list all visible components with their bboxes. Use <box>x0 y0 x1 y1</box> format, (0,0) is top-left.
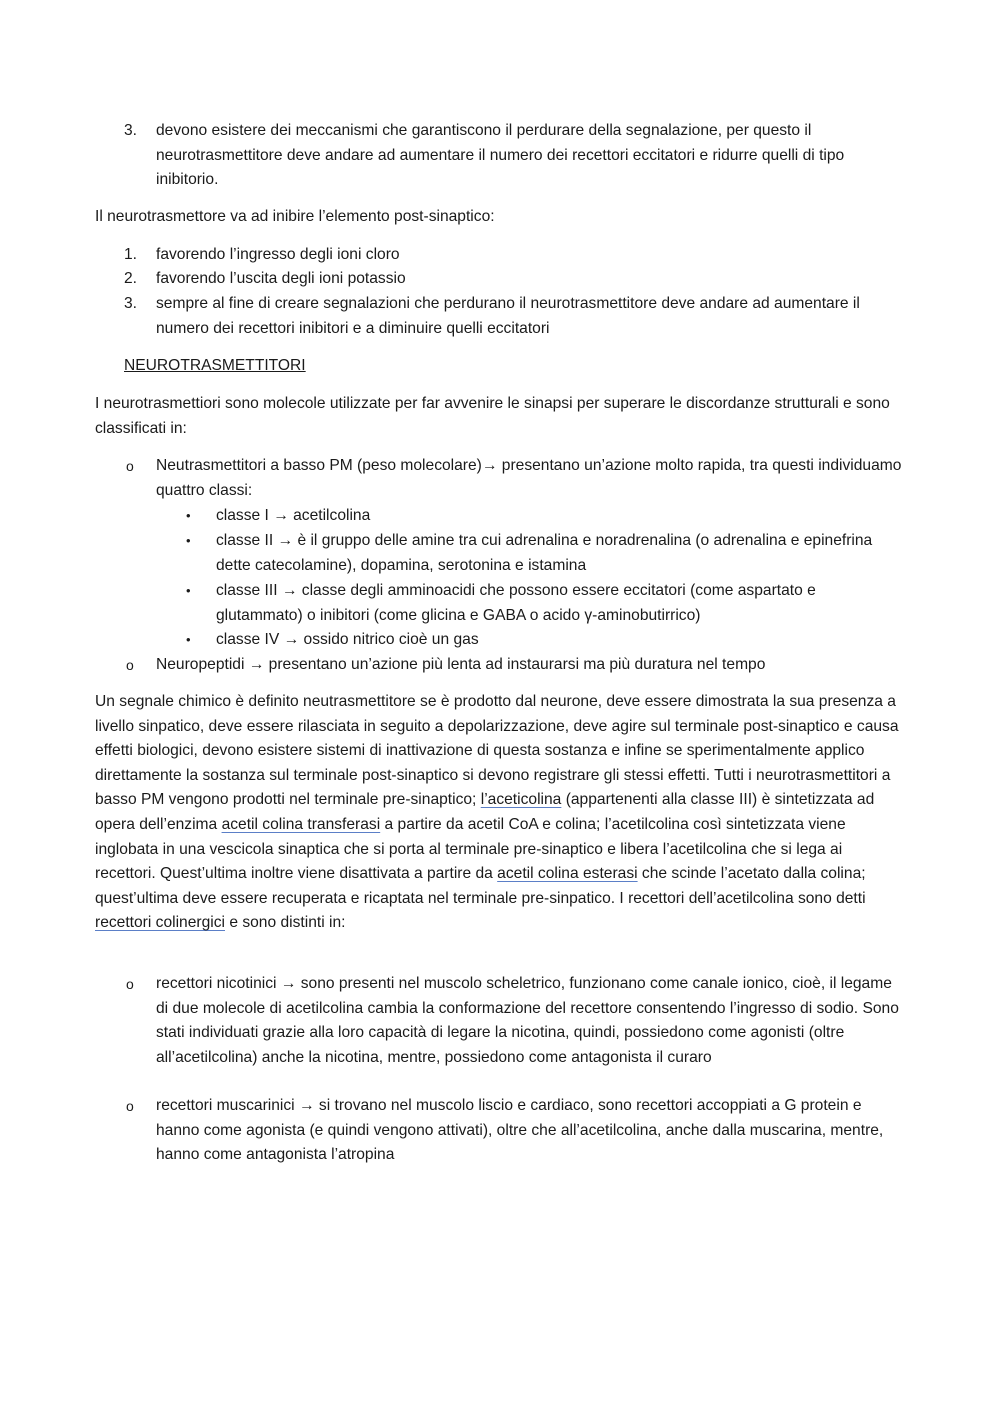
paragraph-main <box>95 690 905 936</box>
bullet-icon: • <box>186 632 191 647</box>
circle-bullet-icon: o <box>126 657 134 673</box>
underlined-term: l’aceticolina <box>480 791 562 809</box>
underlined-term: acetil colina esterasi <box>497 865 638 883</box>
list-item-text: recettori muscarinici → si trovano nel muscolo liscio e cardiaco, sono recettori accoppiati a G protein e hanno come agonista (e quindi vengono attivati), oltre che all’acetilcolina, anche dalla muscarina, mentre, hanno come antagonista l’atropina <box>156 1097 884 1164</box>
list-item-text: Neuropeptidi → presentano un’azione più lenta ad instaurarsi ma più duratura nel tempo <box>156 656 766 673</box>
list-item-text: sempre al fine di creare segnalazioni che perdurano il neurotrasmettitore deve andare ad aumentare il numero dei recettori inibitori e a diminuire quelli eccitatori <box>156 295 860 337</box>
underlined-term: recettori colinergici <box>95 914 225 932</box>
text-span: e sono distinti in: <box>225 914 346 932</box>
list-item-text: classe I → acetilcolina <box>216 507 371 524</box>
list-number: 3. <box>124 122 138 139</box>
list-number: 3. <box>124 295 138 312</box>
bullet-icon: • <box>186 583 191 598</box>
list-item-text: classe II → è il gruppo delle amine tra cui adrenalina e noradrenalina (o adrenalina e epinefrina dette catecolamine), dopamina, serotonina e istamina <box>216 532 873 574</box>
list-number: 1. <box>124 246 138 263</box>
text-span: (appartenenti alla classe III) è sintetizzata ad opera dell’enzima <box>95 791 875 833</box>
bullet-icon: • <box>186 533 191 548</box>
list-number: 2. <box>124 270 138 287</box>
list-item-text: classe III → classe degli amminoacidi che possono essere eccitatori (come aspartato e glutammato) o inibitori (come glicina e GABA o acido γ-aminobutirrico) <box>216 582 816 624</box>
bullet-icon: • <box>186 508 191 523</box>
list-item-text: recettori nicotinici → sono presenti nel muscolo scheletrico, funzionano come canale ionico, cioè, il legame di due molecole di acetilcolina cambia la conformazione del recettore consentendo l’ingresso di sodio. Sono stati individuati grazie alla loro capacità di legare la nicotina, quindi, possiedono come agonisti (oltre all’acetilcolina) anche la nicotina, mentre, possiedono come antagonista il curaro <box>156 975 899 1066</box>
circle-bullet-icon: o <box>126 458 134 474</box>
text-span: che scinde l’acetato dalla colina; quest’ultima deve essere recuperata e ricaptata nel terminale pre-sinpatico. I recettori dell’acetilcolina sono detti <box>95 865 866 907</box>
paragraph-inhibit-intro: Il neurotrasmettore va ad inibire l’elemento post-sinaptico: <box>95 208 495 225</box>
underlined-term: acetil colina transferasi <box>221 815 381 833</box>
circle-bullet-icon: o <box>126 1098 134 1114</box>
list-item-text: classe IV → ossido nitrico cioè un gas <box>216 631 479 648</box>
list-item-text: devono esistere dei meccanismi che garantiscono il perdurare della segnalazione, per questo il neurotrasmettitore deve andare ad aumentare il numero dei recettori eccitatori e ridurre quelli di tipo inibitorio. <box>156 122 845 189</box>
text-span: a partire da acetil CoA e colina; l’acetilcolina così sintetizzata viene inglobata in una vescicola sinaptica che si porta al terminale pre-sinaptico e libera l’acetilcolina che si lega ai recettori. Quest’ultima inoltre viene disattivata a partire da <box>95 815 846 883</box>
list-item-text: favorendo l’uscita degli ioni potassio <box>156 270 406 287</box>
list-item-text: favorendo l’ingresso degli ioni cloro <box>156 246 400 263</box>
list-item-text: Neutrasmettitori a basso PM (peso molecolare)→ presentano un’azione molto rapida, tra questi individuamo quattro classi: <box>156 457 902 499</box>
paragraph-neuro-intro: I neurotrasmettiori sono molecole utilizzate per far avvenire le sinapsi per superare le discordanze strutturali e sono classificati in: <box>95 395 890 437</box>
text-span: Un segnale chimico è definito neutrasmettitore se è prodotto dal neurone, deve essere dimostrata la sua presenza a livello sinpatico, deve essere rilasciata in seguito a depolarizzazione, deve agire sul terminale post-sinaptico e causa effetti biologici, devono esistere sistemi di inattivazione di questa sostanza e infine se sperimentalmente applico direttamente la sostanza sul terminale post-sinaptico si devono registrare gli stessi effetti. Tutti i neurotrasmettitori a basso PM vengono prodotti nel terminale pre-sinaptico; <box>95 693 899 809</box>
section-heading: NEUROTRASMETTITORI <box>124 357 306 374</box>
circle-bullet-icon: o <box>126 976 134 992</box>
